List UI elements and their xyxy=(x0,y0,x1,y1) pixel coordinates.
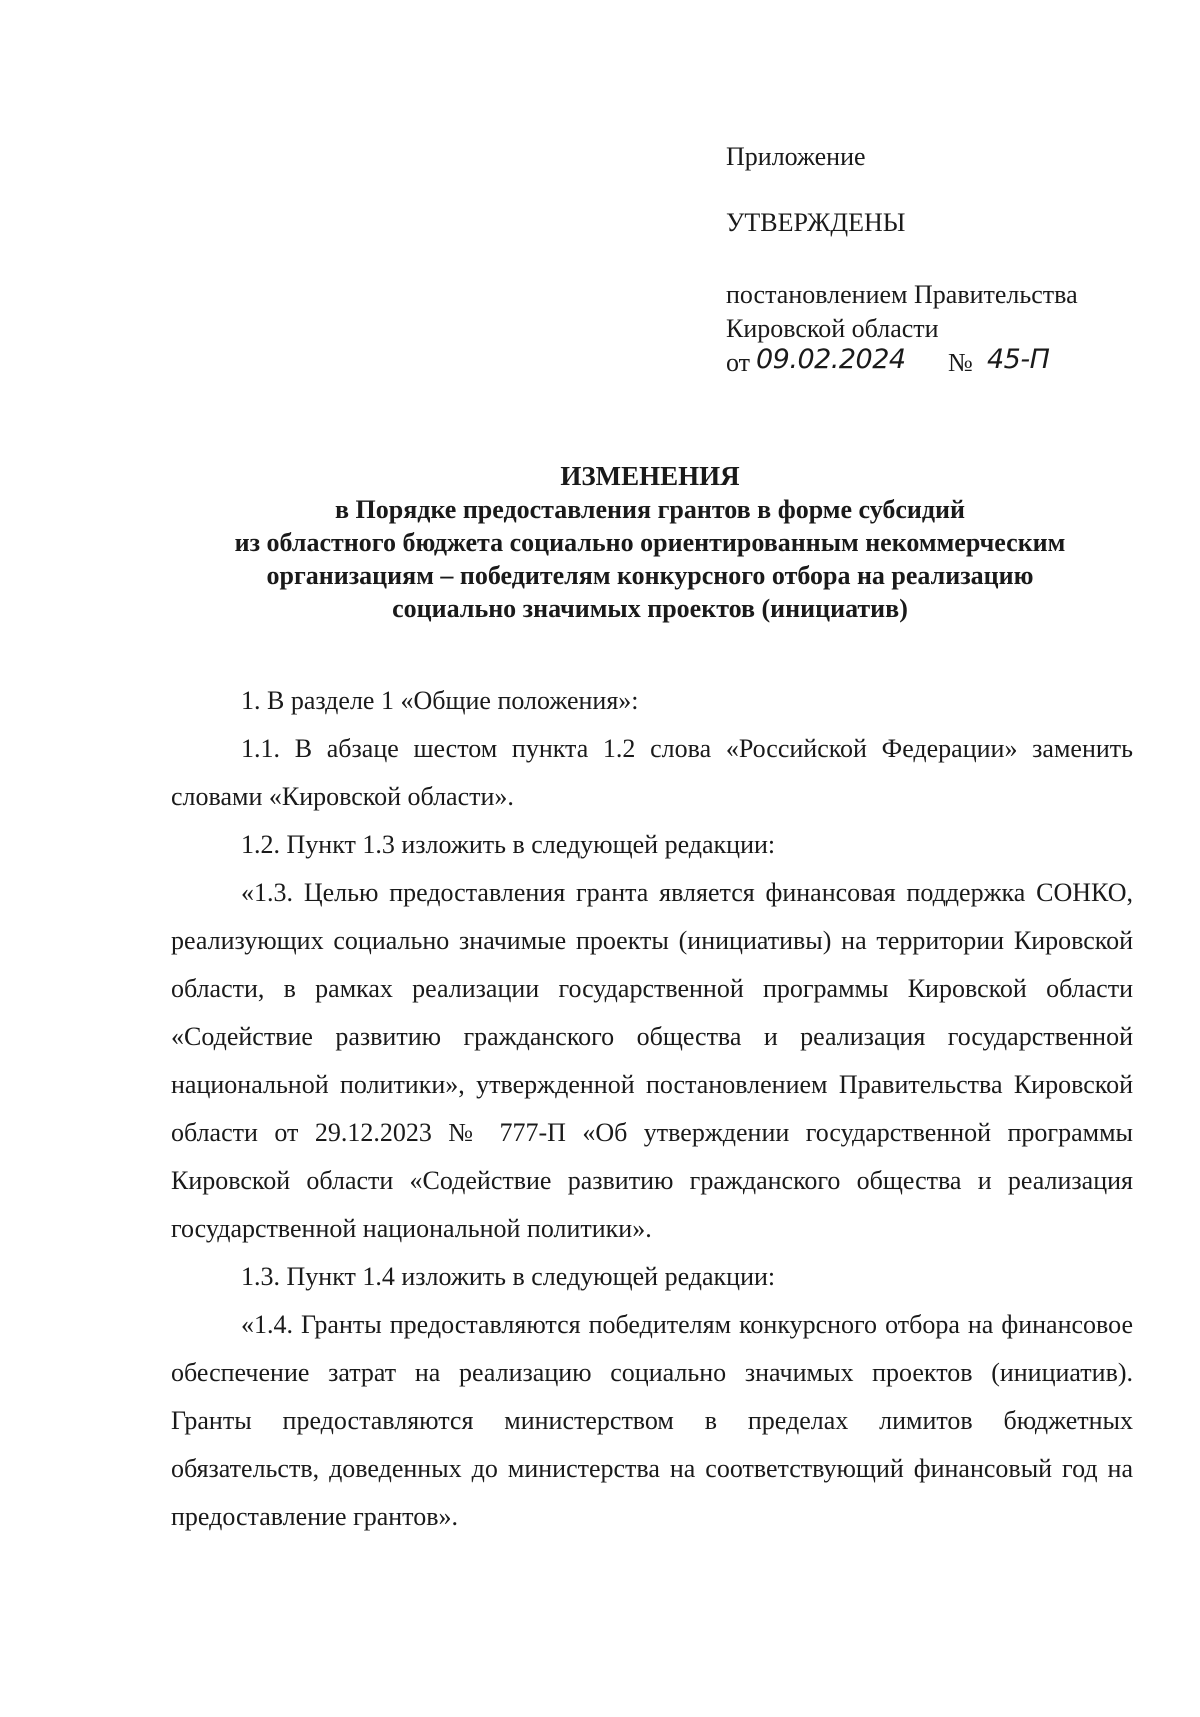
handwritten-number: 45-П xyxy=(987,344,1050,375)
title-line: организациям – победителям конкурсного отбора на реализацию xyxy=(266,561,1034,590)
document-heading: ИЗМЕНЕНИЯ xyxy=(560,461,740,491)
document-body xyxy=(171,677,1133,1541)
paragraph-1-1: 1.1. В абзаце шестом пункта 1.2 слова «Российской Федерации» заменить словами «Кировской области». xyxy=(171,734,1133,811)
approved-label: УТВЕРЖДЕНЫ xyxy=(726,208,906,237)
approval-stamp-block xyxy=(726,140,1166,384)
appendix-label: Приложение xyxy=(726,142,866,171)
date-prefix: от xyxy=(726,348,751,377)
title-line: социально значимых проектов (инициатив) xyxy=(392,594,908,623)
paragraph-1-2: 1.2. Пункт 1.3 изложить в следующей редакции: xyxy=(241,830,776,859)
title-line: из областного бюджета социально ориентированным некоммерческим xyxy=(234,528,1066,557)
title-line: в Порядке предоставления грантов в форме субсидий xyxy=(335,495,965,524)
paragraph-section-1: 1. В разделе 1 «Общие положения»: xyxy=(241,686,639,715)
approval-region-line: Кировской области xyxy=(726,314,939,343)
approval-authority-line: постановлением Правительства xyxy=(726,280,1078,309)
approval-date-line xyxy=(726,346,1166,384)
document-title-block xyxy=(120,460,1180,625)
paragraph-1-3-text: «1.3. Целью предоставления гранта является финансовая поддержка СОНКО, реализующих социально значимые проекты (инициативы) на территории Кировской области, в рамках реализации государственной программы Кировской области «Содействие развитию гражданского общества и реализация государственной национальной политики», утвержденной постановлением Правительства Кировской области от 29.12.2023 № 777-П «Об утверждении государственной программы Кировской области «Содействие развитию гражданского общества и реализация государственной национальной политики». xyxy=(171,878,1133,1243)
number-sign: № xyxy=(948,348,973,377)
paragraph-1-3: 1.3. Пункт 1.4 изложить в следующей редакции: xyxy=(241,1262,776,1291)
paragraph-1-4-text: «1.4. Гранты предоставляются победителям конкурсного отбора на финансовое обеспечение затрат на реализацию социально значимых проектов (инициатив). Гранты предоставляются министерством в пределах лимитов бюджетных обязательств, доведенных до министерства на соответствующий финансовый год на предоставление грантов». xyxy=(171,1310,1133,1531)
handwritten-date: 09.02.2024 xyxy=(756,344,906,375)
